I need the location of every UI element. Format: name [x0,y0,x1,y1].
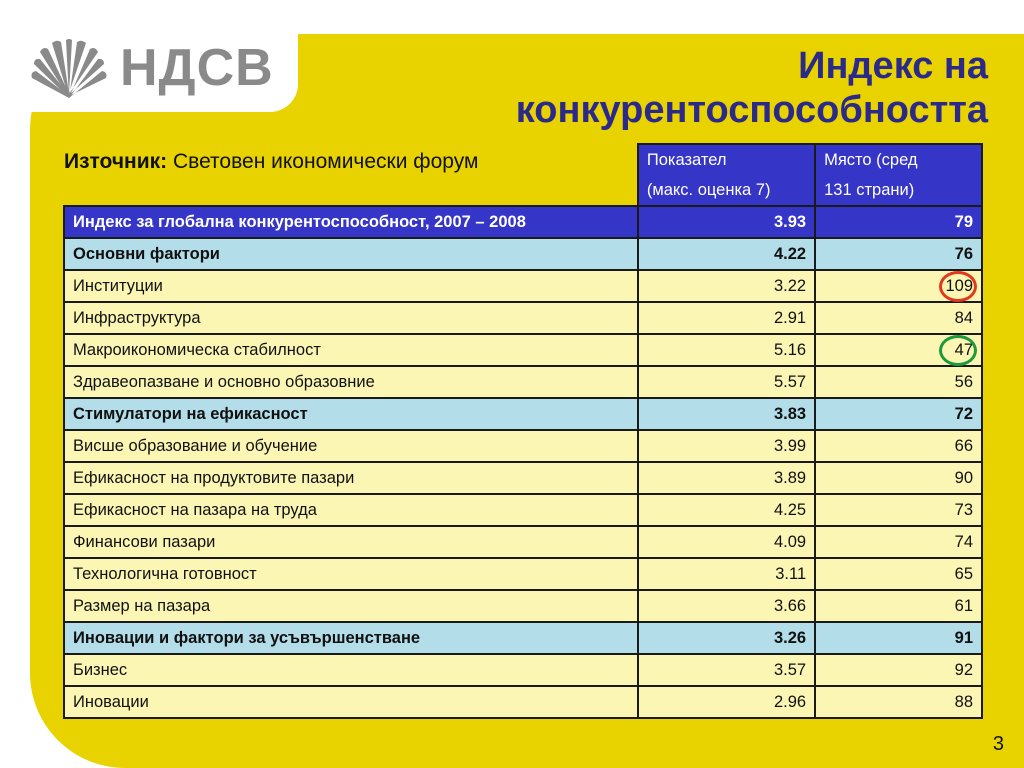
table-row-group [64,238,982,270]
table-row [64,430,982,462]
row-score: 5.16 [638,334,815,366]
table-row [64,686,982,718]
row-score: 3.66 [638,590,815,622]
row-score: 3.26 [638,622,815,654]
row-rank [815,494,982,526]
row-score: 2.91 [638,302,815,334]
row-rank-value: 74 [954,532,973,551]
row-rank-value: 91 [954,628,973,647]
table-row [64,334,982,366]
header-indicator [638,144,815,206]
row-rank-value: 56 [954,372,973,391]
slide-title [516,44,988,132]
row-rank [815,526,982,558]
row-rank-value: 76 [954,244,973,263]
row-indicator-name: Ефикасност на продуктовите пазари [64,462,638,494]
row-indicator-name: Макроикономическа стабилност [64,334,638,366]
row-score: 3.22 [638,270,815,302]
row-indicator-name: Технологична готовност [64,558,638,590]
row-indicator-name: Иновации [64,686,638,718]
row-rank-value: 90 [954,468,973,487]
row-score: 4.09 [638,526,815,558]
row-rank-value: 72 [954,404,973,423]
row-indicator-name: Здравеопазване и основно образовние [64,366,638,398]
row-score: 3.99 [638,430,815,462]
logo-area [0,0,298,112]
source-value: Световен икономически форум [172,149,479,173]
table-row-group [64,398,982,430]
header-indicator-line1: Показател [646,151,727,169]
row-rank-value: 66 [954,436,973,455]
row-rank-value: 79 [954,212,973,231]
row-rank [815,238,982,270]
row-indicator-name: Ефикасност на пазара на труда [64,494,638,526]
table-row [64,462,982,494]
row-rank [815,302,982,334]
row-rank [815,398,982,430]
logo-text: НДСВ [120,39,274,97]
shell-logo-icon [30,38,108,100]
table-row-main [64,206,982,238]
row-score: 3.11 [638,558,815,590]
table-row [64,270,982,302]
row-rank-value: 88 [954,692,973,711]
row-rank [815,206,982,238]
row-rank-value: 73 [954,500,973,519]
page-number: 3 [992,733,1004,755]
row-rank [815,366,982,398]
row-indicator-name: Размер на пазара [64,590,638,622]
row-rank-value: 84 [954,308,973,327]
table-row [64,654,982,686]
source-cell [64,144,638,206]
row-rank [815,558,982,590]
row-rank [815,622,982,654]
row-rank-value: 92 [954,660,973,679]
competitiveness-table [63,143,983,719]
table-row-group [64,622,982,654]
green-highlight-circle [939,335,977,366]
table-row [64,526,982,558]
row-score: 5.57 [638,366,815,398]
table-header-row [64,144,982,206]
row-rank [815,654,982,686]
row-score: 3.83 [638,398,815,430]
row-indicator-name: Основни фактори [64,238,638,270]
row-score: 2.96 [638,686,815,718]
row-score: 3.57 [638,654,815,686]
row-score: 4.25 [638,494,815,526]
row-indicator-name: Стимулатори на ефикасност [64,398,638,430]
title-line-1: Индекс на [798,45,988,87]
row-indicator-name: Институции [64,270,638,302]
table-row [64,590,982,622]
row-indicator-name: Инфраструктура [64,302,638,334]
row-rank-value: 109 [945,276,973,295]
row-rank [815,430,982,462]
row-rank [815,270,982,302]
source-label: Източник: [64,149,168,173]
row-indicator-name: Бизнес [64,654,638,686]
row-rank-value: 65 [954,564,973,583]
header-rank-line1: Място (сред [824,151,918,169]
title-line-2: конкурентоспособността [515,89,988,131]
red-highlight-circle [939,271,977,302]
row-rank [815,462,982,494]
row-indicator-name: Иновации и фактори за усъвършенстване [64,622,638,654]
row-indicator-name: Индекс за глобална конкурентоспособност, 2007 – 2008 [64,206,638,238]
row-indicator-name: Финансови пазари [64,526,638,558]
row-rank [815,334,982,366]
row-indicator-name: Висше образование и обучение [64,430,638,462]
header-rank [815,144,982,206]
row-rank [815,590,982,622]
header-rank-line2: 131 страни) [824,181,915,199]
table-row [64,494,982,526]
row-score: 3.93 [638,206,815,238]
row-rank-value: 61 [954,596,973,615]
row-score: 4.22 [638,238,815,270]
table-row [64,302,982,334]
row-score: 3.89 [638,462,815,494]
table-row [64,558,982,590]
header-indicator-line2: (макс. оценка 7) [646,181,771,199]
row-rank-value: 47 [954,340,973,359]
table-body [64,206,982,718]
table-row [64,366,982,398]
row-rank [815,686,982,718]
